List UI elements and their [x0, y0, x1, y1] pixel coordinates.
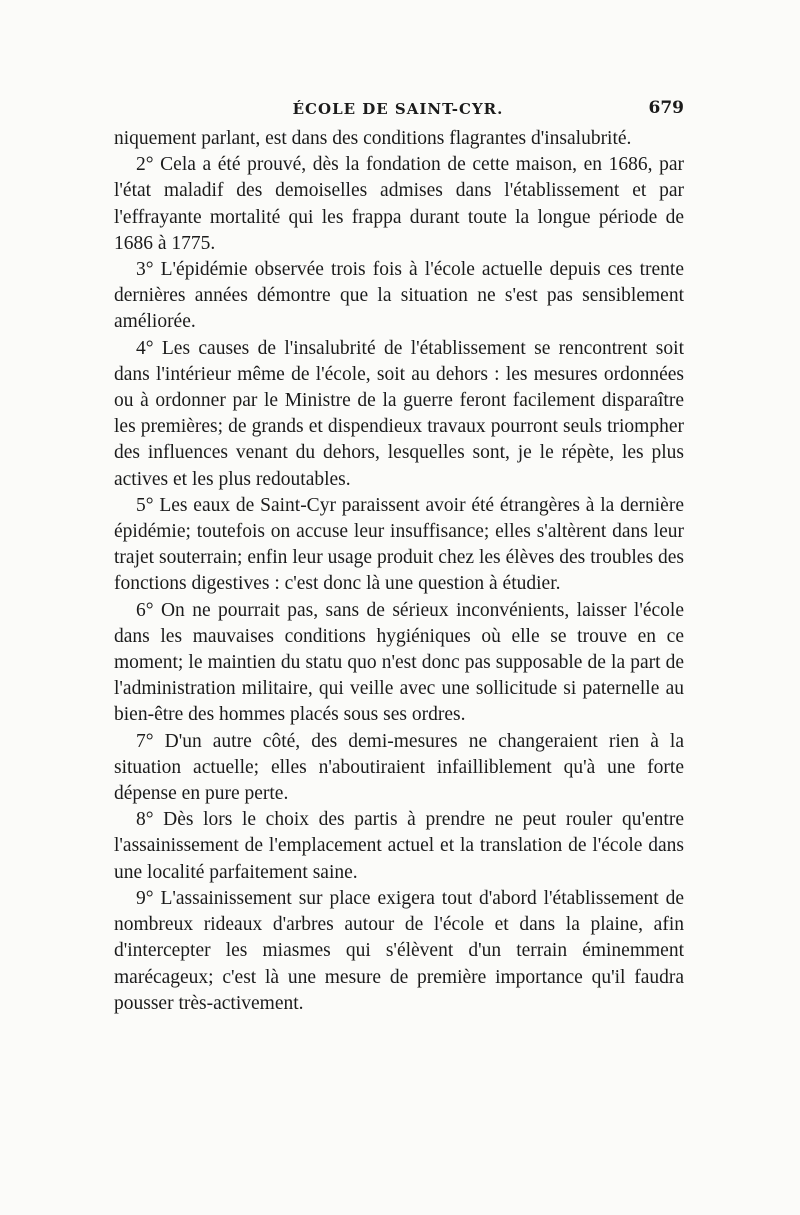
paragraph-7: 7° D'un autre côté, des demi-mesures ne changeraient rien à la situation actuelle; elles n'aboutiraient infailliblement qu'à une forte dépense en pure perte.: [114, 730, 684, 805]
running-title: ÉCOLE DE SAINT-CYR.: [292, 100, 504, 118]
paragraph-9: 9° L'assainissement sur place exigera tout d'abord l'établissement de nombreux rideaux d'arbres autour de l'école et dans la plaine, afin d'intercepter les miasmes qui s'élèvent d'un terrain éminemment marécageux; c'est là une mesure de première importance qu'il faudra pousser très-activement.: [114, 887, 684, 1014]
paragraph-2: 2° Cela a été prouvé, dès la fondation de cette maison, en 1686, par l'état maladif des demoiselles admises dans l'établissement et par l'effrayante mortalité qui les frappa durant toute la longue période de 1686 à 1775.: [114, 154, 684, 254]
paragraph-3: 3° L'épidémie observée trois fois à l'école actuelle depuis ces trente dernières années démontre que la situation ne s'est pas sensiblement améliorée.: [114, 259, 684, 333]
page-header: [112, 98, 684, 124]
paragraph-8: 8° Dès lors le choix des partis à prendre ne peut rouler qu'entre l'assainissement de l'emplacement actuel et la translation de l'école dans une localité parfaitement saine.: [114, 809, 684, 883]
page-number: 679: [648, 98, 684, 118]
paragraph-6: 6° On ne pourrait pas, sans de sérieux inconvénients, laisser l'école dans les mauvaises conditions hygiéniques où elle se trouve en ce moment; le maintien du statu quo n'est donc pas supposable de la part de l'administration militaire, qui veille avec une sollicitude si paternelle au bien-être des hommes placés sous ses ordres.: [114, 599, 684, 726]
body-text: [114, 126, 684, 1017]
paragraph-5: 5° Les eaux de Saint-Cyr paraissent avoir été étrangères à la dernière épidémie; toutefois on accuse leur insuffisance; elles s'altèrent dans leur trajet souterrain; enfin leur usage produit chez les élèves des troubles des fonctions digestives : c'est donc là une question à étudier.: [114, 494, 684, 595]
paragraph-4: 4° Les causes de l'insalubrité de l'établissement se rencontrent soit dans l'intérieur même de l'école, soit au dehors : les mesures ordonnées ou à ordonner par le Ministre de la guerre feront facilement disparaître les premières; de grands et dispendieux travaux pourront seuls triompher des influences venant du dehors, lesquelles sont, je le répète, les plus actives et les plus redoutables.: [114, 337, 684, 490]
paragraph-continuation: niquement parlant, est dans des conditions flagrantes d'insalubrité.: [114, 128, 632, 149]
